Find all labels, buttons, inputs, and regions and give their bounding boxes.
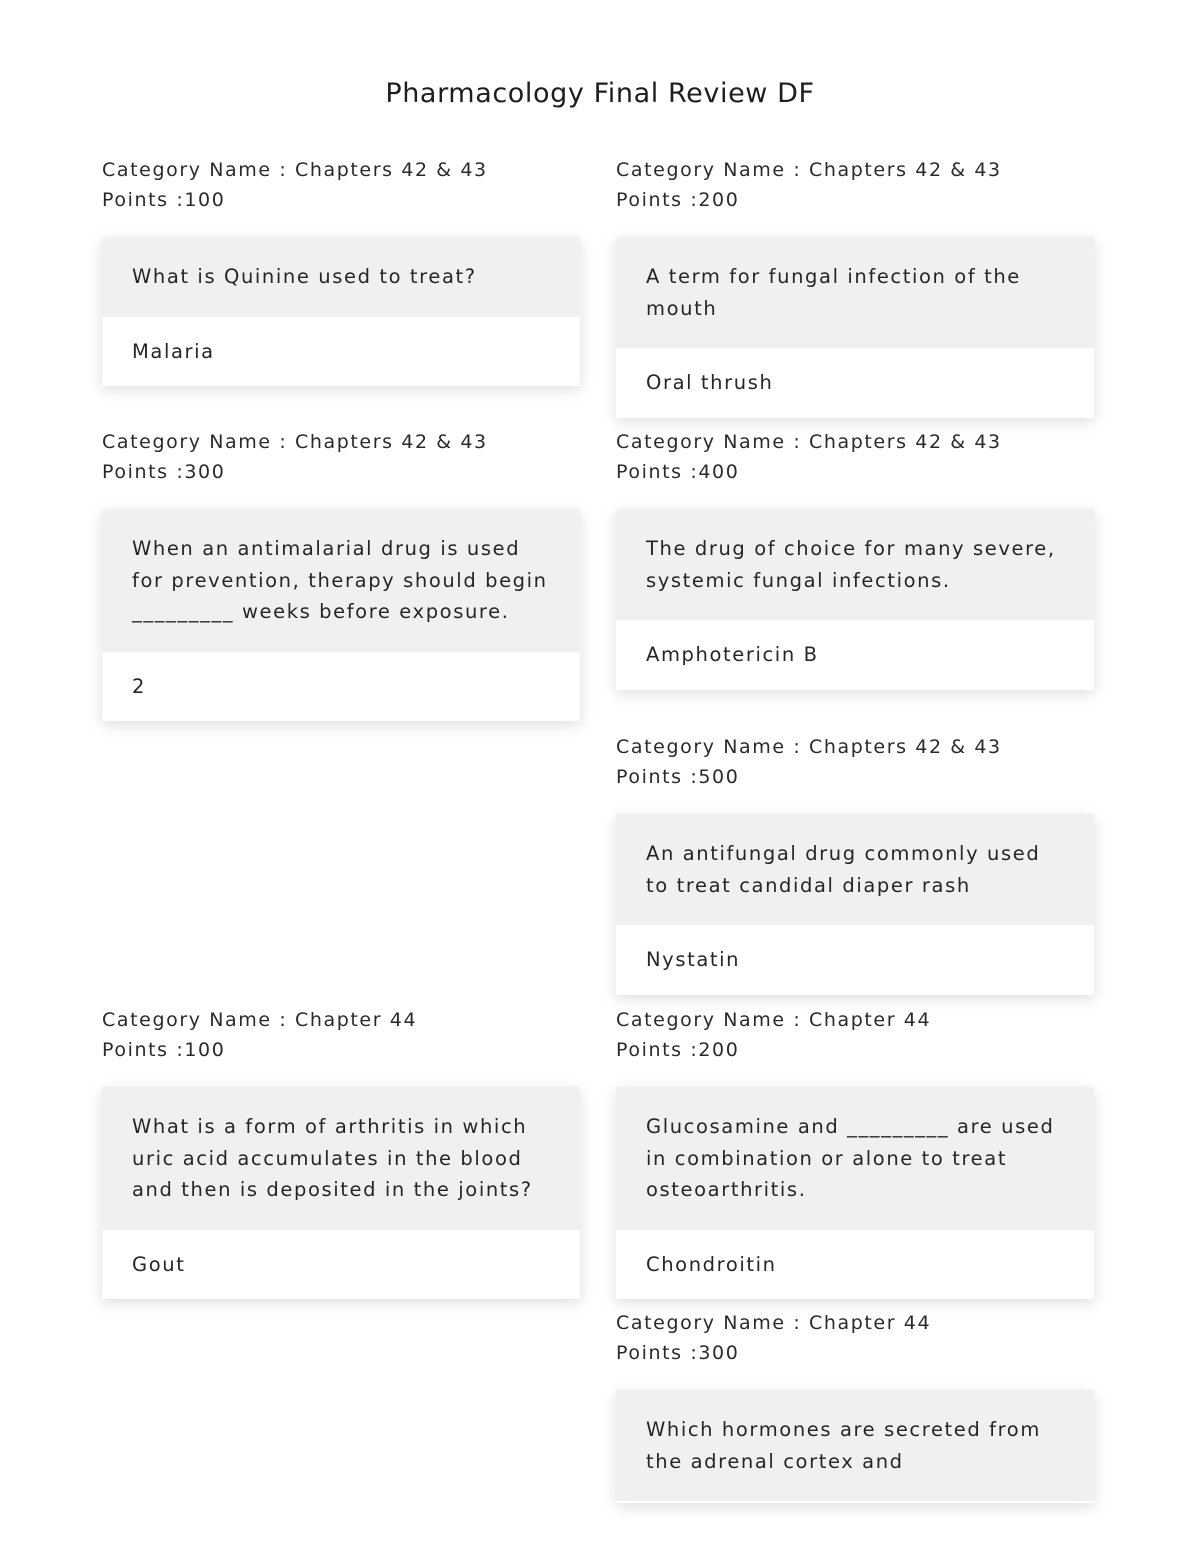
question-text: Glucosamine and _________ are used in combination or alone to treat osteoarthritis.: [616, 1087, 1094, 1230]
question-text: A term for fungal infection of the mouth: [616, 237, 1094, 348]
question-text: When an antimalarial drug is used for prevention, therapy should begin _________ weeks before exposure.: [102, 509, 580, 652]
category-label: Category Name : Chapters 42 & 43: [102, 159, 488, 181]
answer-text: Nystatin: [616, 925, 1094, 995]
points-label: Points :400: [616, 460, 740, 483]
question-text: Which hormones are secreted from the adrenal cortex and: [616, 1390, 1094, 1501]
category-label: Category Name : Chapters 42 & 43: [616, 736, 1002, 758]
question-text: The drug of choice for many severe, systemic fungal infections.: [616, 509, 1094, 620]
flashcard[interactable]: [616, 1390, 1094, 1503]
question-text: What is a form of arthritis in which uric acid accumulates in the blood and then is deposited in the joints?: [102, 1087, 580, 1230]
flashcard[interactable]: [102, 237, 580, 386]
flashcard[interactable]: [616, 509, 1094, 690]
flashcard[interactable]: [616, 814, 1094, 995]
question-text: An antifungal drug commonly used to treat candidal diaper rash: [616, 814, 1094, 925]
answer-text: Amphotericin B: [616, 620, 1094, 690]
page-title: Pharmacology Final Review DF: [385, 78, 815, 109]
flashcard[interactable]: [616, 1087, 1094, 1299]
flashcard[interactable]: [102, 509, 580, 721]
points-label: Points :100: [102, 1038, 226, 1061]
points-label: Points :100: [102, 188, 226, 211]
answer-text: Oral thrush: [616, 348, 1094, 418]
category-label: Category Name : Chapters 42 & 43: [102, 431, 488, 453]
question-entry: [616, 1309, 1094, 1503]
category-label: Category Name : Chapter 44: [616, 1009, 932, 1031]
answer-text: Chondroitin: [616, 1230, 1094, 1300]
question-entry: [102, 156, 580, 386]
answer-text: 2: [102, 652, 580, 722]
points-label: Points :200: [616, 188, 740, 211]
category-label: Category Name : Chapters 42 & 43: [616, 159, 1002, 181]
answer-text: Gout: [102, 1230, 580, 1300]
question-entry: [102, 1006, 580, 1299]
question-entry: [616, 733, 1094, 995]
question-entry: [616, 156, 1094, 418]
points-label: Points :300: [102, 460, 226, 483]
category-label: Category Name : Chapter 44: [102, 1009, 418, 1031]
points-label: Points :500: [616, 765, 740, 788]
points-label: Points :200: [616, 1038, 740, 1061]
flashcard[interactable]: [102, 1087, 580, 1299]
points-label: Points :300: [616, 1341, 740, 1364]
question-entry: [616, 428, 1094, 690]
category-label: Category Name : Chapter 44: [616, 1312, 932, 1334]
answer-text: Malaria: [102, 317, 580, 387]
category-label: Category Name : Chapters 42 & 43: [616, 431, 1002, 453]
question-text: What is Quinine used to treat?: [102, 237, 580, 317]
flashcard[interactable]: [616, 237, 1094, 418]
question-entry: [102, 428, 580, 721]
question-entry: [616, 1006, 1094, 1299]
